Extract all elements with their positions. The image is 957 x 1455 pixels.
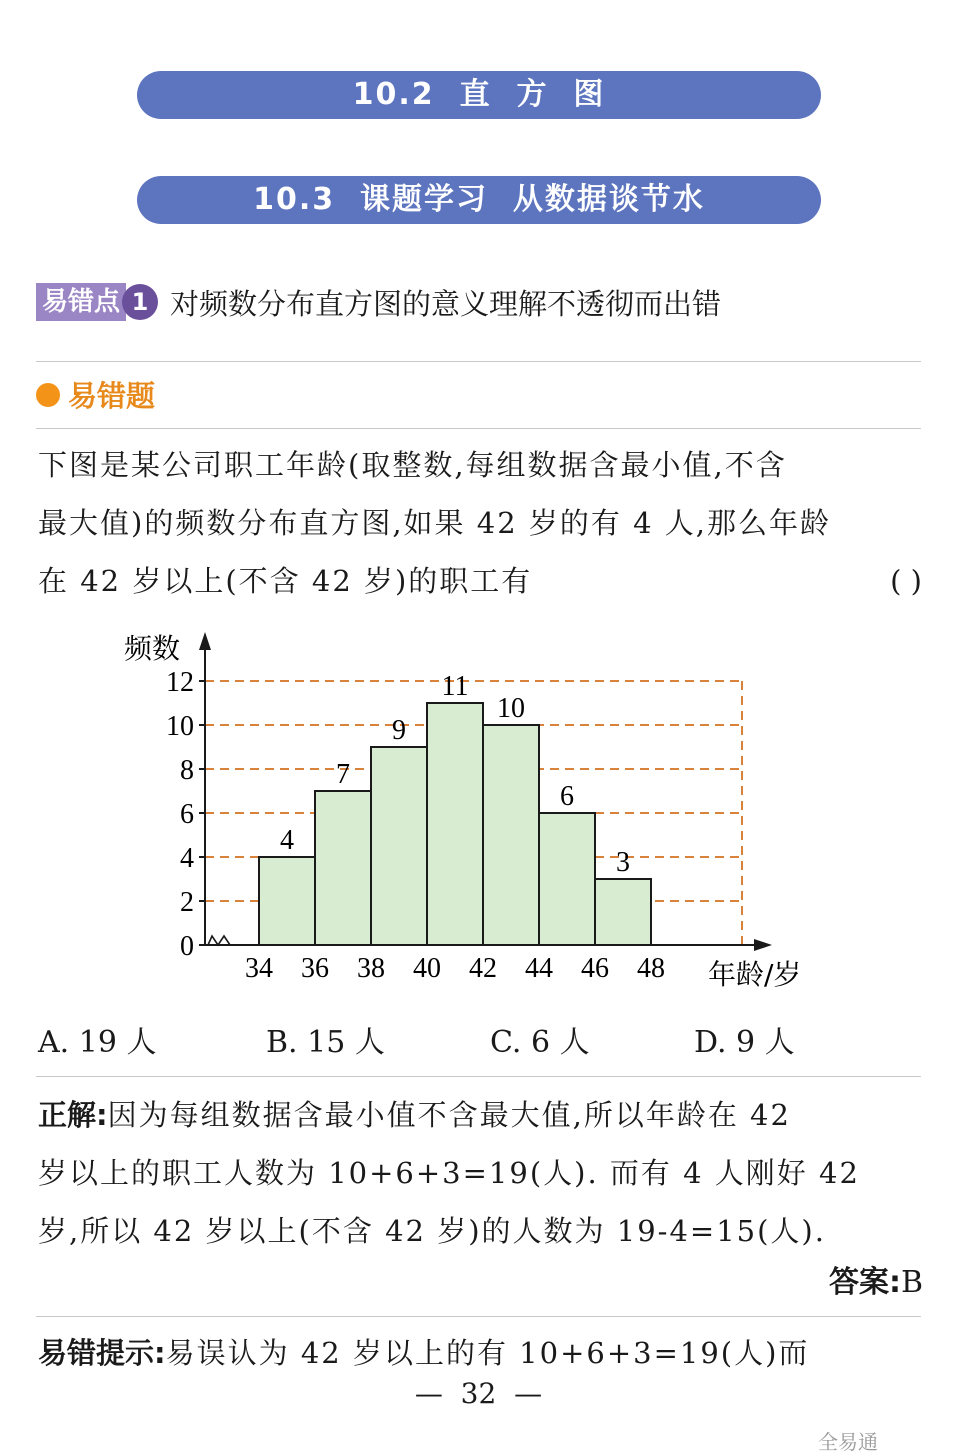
x-axis-arrow-icon (754, 939, 772, 951)
question-text (38, 436, 922, 610)
histogram-bar (595, 879, 651, 945)
x-tick-label: 40 (413, 953, 441, 984)
watermark: 全易通 (818, 1430, 878, 1454)
solution-line: 岁,所以 42 岁以上(不含 42 岁)的人数为 19-4=15(人). (38, 1214, 826, 1248)
divider (36, 1076, 921, 1077)
y-axis-label: 频数 (124, 632, 181, 665)
y-tick-label: 2 (180, 887, 194, 918)
bar-value-label: 4 (280, 825, 294, 856)
error-hint (38, 1328, 922, 1378)
section-banner-10-3: 10.3 课题学习 从数据谈节水 (137, 176, 821, 224)
option-d[interactable]: D. 9 人 (694, 1025, 795, 1060)
x-tick-label: 34 (245, 953, 273, 984)
histogram-bar (315, 791, 371, 945)
histogram-bar (259, 857, 315, 945)
histogram-bar (539, 813, 595, 945)
question-line: 最大值)的频数分布直方图,如果 42 岁的有 4 人,那么年龄 (38, 506, 831, 540)
y-tick-label: 6 (180, 799, 194, 830)
x-tick-labels (245, 953, 665, 984)
option-a[interactable]: A. 19 人 (38, 1025, 157, 1060)
solution-text (38, 1086, 922, 1260)
solution-line: 岁以上的职工人数为 10+6+3=19(人). 而有 4 人刚好 42 (38, 1156, 860, 1190)
answer-options (38, 1018, 922, 1068)
y-tick-label: 0 (180, 931, 194, 962)
answer-value: B (900, 1265, 923, 1300)
divider (36, 361, 921, 362)
x-tick-label: 36 (301, 953, 329, 984)
y-axis-arrow-icon (199, 632, 211, 650)
divider (36, 1316, 921, 1317)
y-tick-label: 10 (166, 711, 194, 742)
axis-break-icon (208, 936, 230, 945)
x-tick-label: 42 (469, 953, 497, 984)
answer-label: 答案: (828, 1265, 901, 1300)
bullet-dot-icon (36, 383, 60, 407)
page-number: — 32 — (414, 1377, 543, 1410)
x-tick-label: 38 (357, 953, 385, 984)
section-heading (36, 374, 155, 415)
option-c[interactable]: C. 6 人 (490, 1025, 590, 1060)
solution-line (38, 1086, 922, 1144)
bar-value-label: 9 (392, 715, 406, 746)
error-point-number: 1 (122, 284, 158, 320)
y-tick-labels (166, 667, 194, 962)
question-line-text: 在 42 岁以上(不含 42 岁)的职工有 (38, 564, 533, 598)
question-line (38, 552, 922, 610)
error-point-label: 易错点 (36, 283, 126, 321)
section-banner-10-2: 10.2 直 方 图 (137, 71, 821, 119)
solution-label: 正解: (38, 1098, 108, 1132)
histogram-bar (483, 725, 539, 945)
histogram-bar (371, 747, 427, 945)
hint-text: 易误认为 42 岁以上的有 10+6+3=19(人)而 (165, 1336, 810, 1370)
answer (829, 1258, 923, 1308)
error-point-title: 对频数分布直方图的意义理解不透彻而出错 (170, 286, 722, 321)
x-axis-label: 年龄/岁 (708, 958, 802, 991)
chart-bars (259, 703, 651, 945)
answer-bracket: ( ) (890, 564, 922, 598)
divider (36, 428, 921, 429)
histogram-bar (427, 703, 483, 945)
bar-value-label: 6 (560, 781, 574, 812)
y-tick-label: 4 (180, 843, 194, 874)
y-tick-label: 8 (180, 755, 194, 786)
y-tick-label: 12 (166, 667, 194, 698)
bar-value-label: 3 (616, 847, 630, 878)
solution-line-text: 因为每组数据含最小值不含最大值,所以年龄在 42 (107, 1098, 791, 1132)
error-point-header (36, 283, 721, 321)
bar-value-label: 7 (336, 759, 350, 790)
histogram-chart (120, 620, 840, 1000)
x-tick-label: 46 (581, 953, 609, 984)
question-line: 下图是某公司职工年龄(取整数,每组数据含最小值,不含 (38, 448, 787, 482)
bar-value-label: 10 (497, 693, 525, 724)
section-heading-text: 易错题 (68, 379, 156, 413)
hint-label: 易错提示: (38, 1336, 166, 1370)
option-b[interactable]: B. 15 人 (266, 1025, 385, 1060)
x-tick-label: 48 (637, 953, 665, 984)
bar-value-label: 11 (441, 671, 469, 702)
x-tick-label: 44 (525, 953, 553, 984)
